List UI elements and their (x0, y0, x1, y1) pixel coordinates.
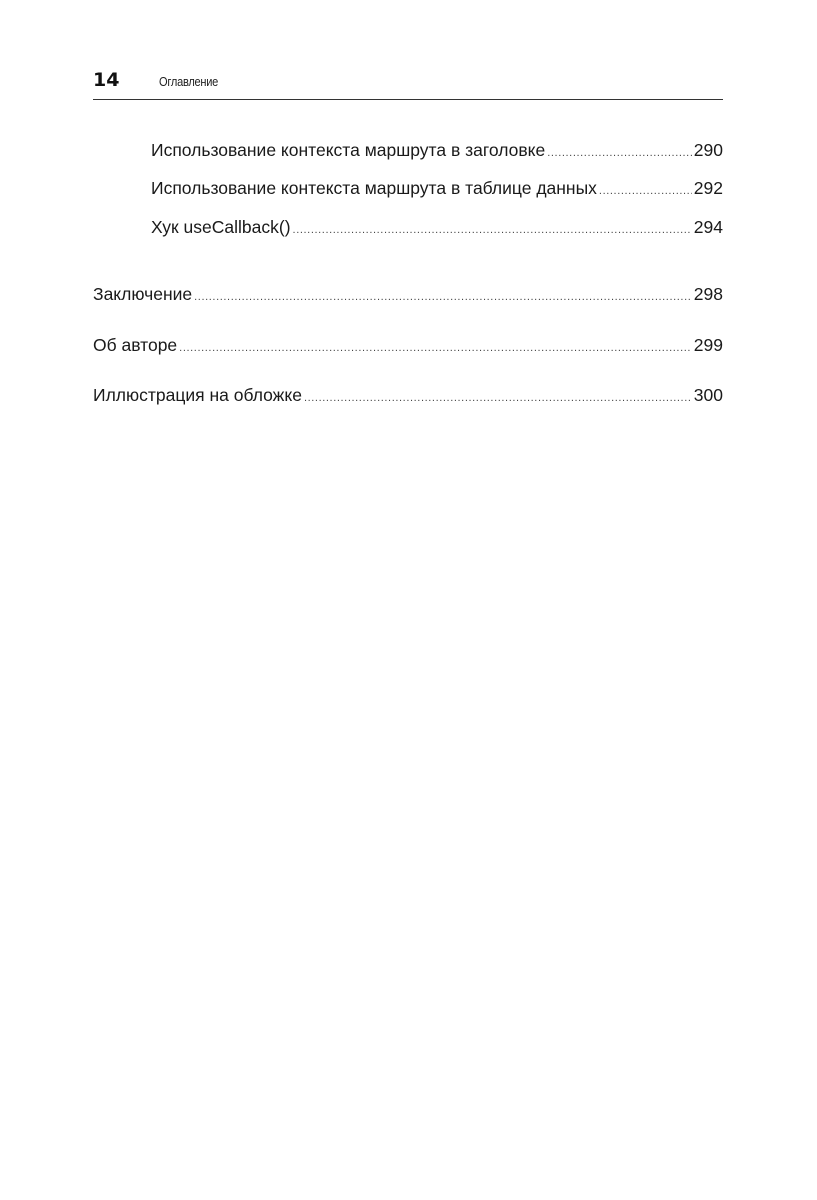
dot-leader (547, 141, 692, 165)
running-header (93, 66, 723, 100)
dot-leader (194, 285, 692, 309)
toc-entry-about-author[interactable] (93, 333, 723, 357)
toc-entry-page: 300 (693, 385, 723, 405)
dot-leader (293, 218, 692, 242)
dot-leader (599, 179, 692, 203)
page-number: 14 (93, 69, 120, 91)
toc-entry-title: Об авторе (93, 335, 178, 355)
dot-leader (179, 336, 692, 360)
toc-entry-usecallback-hook[interactable] (151, 215, 723, 239)
toc-entry-page: 292 (693, 178, 723, 198)
toc-entry-route-context-table[interactable] (151, 176, 723, 200)
toc-entry-title: Хук useCallback() (151, 217, 291, 237)
toc-entry-page: 290 (693, 140, 723, 160)
toc-entry-cover-illustration[interactable] (93, 383, 723, 407)
toc-entry-conclusion[interactable] (93, 282, 723, 306)
toc-entry-title: Использование контекста маршрута в заголовке (151, 140, 546, 160)
toc-entry-route-context-header[interactable] (151, 138, 723, 162)
toc-entry-page: 294 (693, 217, 723, 237)
toc-entry-page: 298 (693, 284, 723, 304)
dot-leader (304, 386, 692, 410)
section-title: Оглавление (159, 74, 219, 89)
toc-entry-title: Заключение (93, 284, 193, 304)
toc-entry-page: 299 (693, 335, 723, 355)
toc-entry-title: Использование контекста маршрута в таблице данных (151, 178, 597, 198)
toc-entry-title: Иллюстрация на обложке (93, 385, 302, 405)
